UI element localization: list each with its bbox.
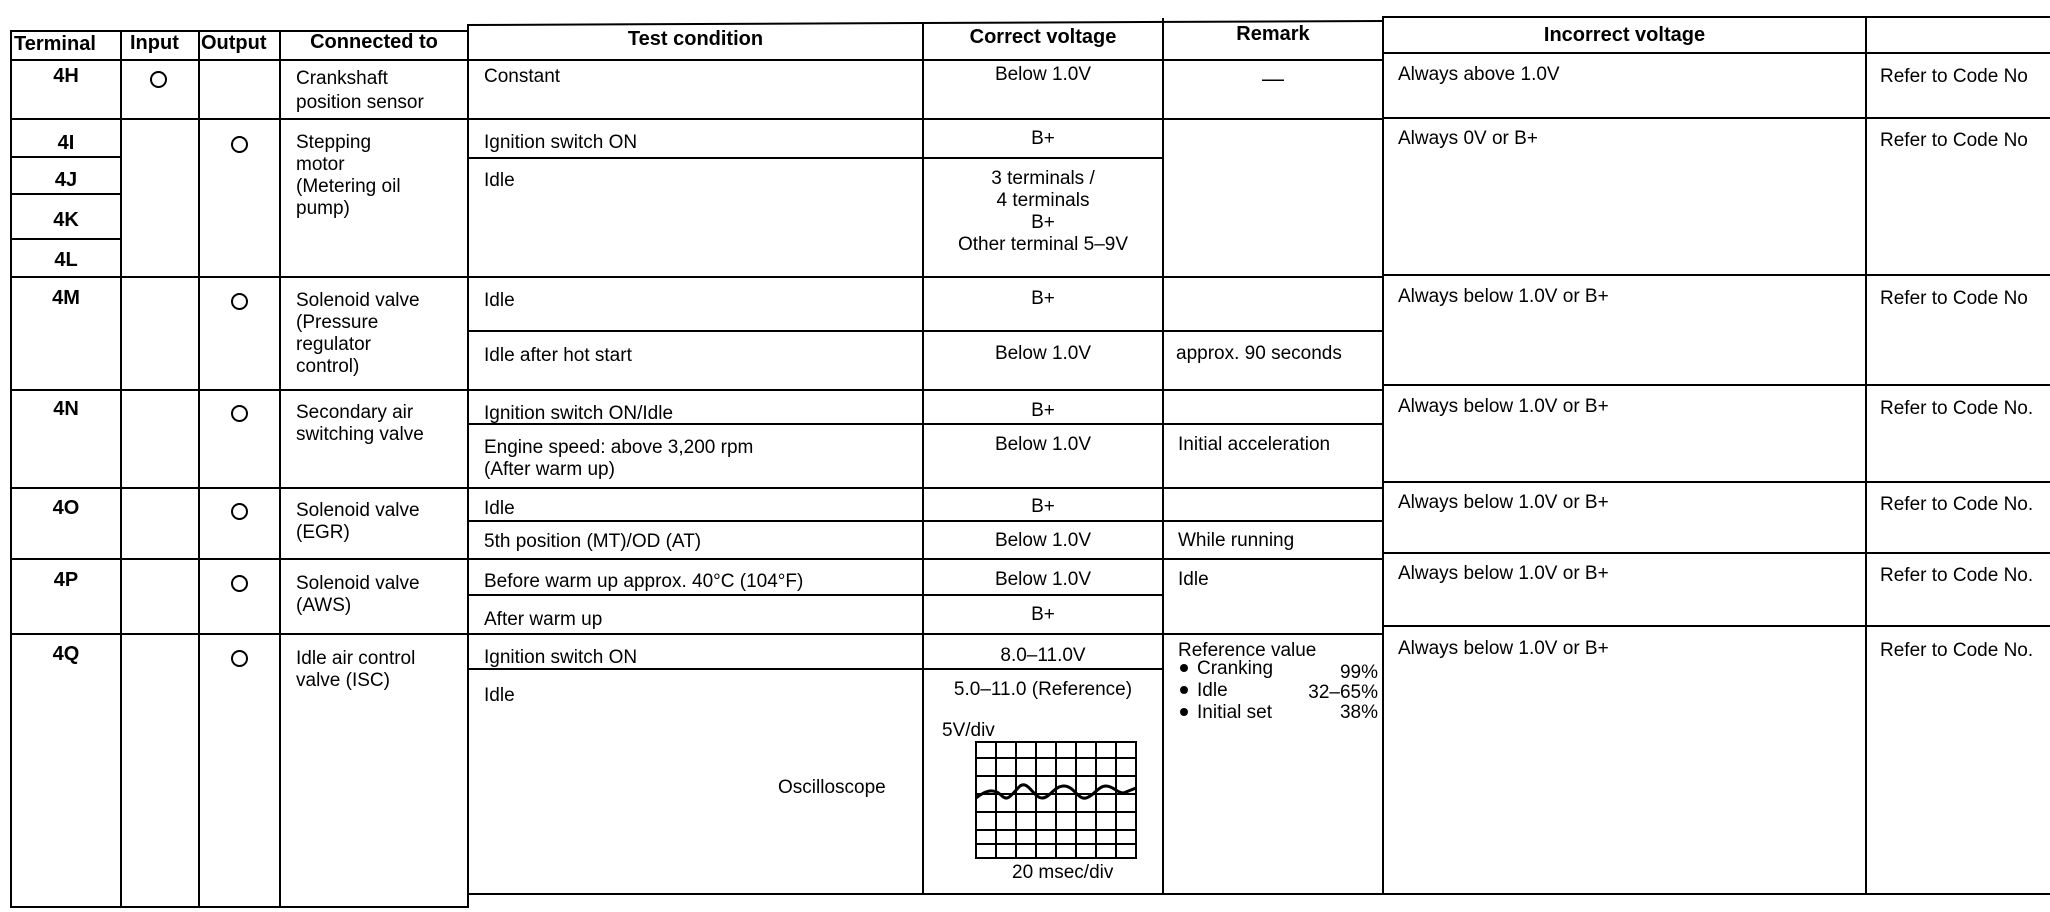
header-remark: Remark: [1236, 23, 1310, 45]
bullet-icon: [1180, 664, 1188, 672]
connected-to-line: position sensor: [296, 92, 424, 113]
correct-voltage: B+: [1031, 212, 1055, 233]
connected-to-line: (AWS): [296, 595, 352, 616]
test-condition: Idle: [484, 290, 515, 311]
terminal-cell: 4Q: [52, 643, 80, 665]
connected-to-line: control): [296, 356, 360, 377]
remark-item-label: Cranking: [1197, 658, 1274, 679]
test-condition: Engine speed: above 3,200 rpm: [484, 437, 754, 458]
connected-to-line: (Pressure: [296, 312, 379, 333]
remark-item-label: Initial set: [1197, 702, 1272, 723]
correct-voltage: B+: [1031, 400, 1055, 421]
output-marker-icon: [231, 650, 248, 667]
remark: Idle: [1178, 569, 1209, 590]
test-condition: (After warm up): [484, 459, 615, 480]
terminal-cell: 4K: [53, 209, 79, 231]
terminal-cell: 4O: [52, 497, 80, 519]
bullet-icon: [1180, 708, 1188, 716]
terminal-cell: 4N: [53, 398, 79, 420]
refer-code: Refer to Code No.: [1880, 565, 2034, 586]
correct-voltage: B+: [1031, 604, 1055, 625]
connected-to-line: motor: [296, 154, 345, 175]
test-condition: Constant: [484, 66, 561, 87]
output-marker-icon: [231, 575, 248, 592]
test-condition: Idle: [484, 170, 515, 191]
test-condition: Ignition switch ON: [484, 132, 638, 153]
correct-voltage: B+: [1031, 128, 1055, 149]
remark-item-label: Idle: [1197, 680, 1228, 701]
incorrect-voltage: Always below 1.0V or B+: [1398, 396, 1609, 417]
terminal-cell: 4I: [57, 132, 75, 154]
remark-item-value: 99%: [1339, 662, 1378, 683]
correct-voltage: B+: [1031, 288, 1055, 309]
correct-voltage: Below 1.0V: [994, 569, 1092, 590]
incorrect-voltage: Always above 1.0V: [1398, 64, 1560, 85]
incorrect-voltage: Always below 1.0V or B+: [1398, 563, 1609, 584]
connected-to-line: Solenoid valve: [296, 500, 420, 521]
input-marker-icon: [150, 71, 167, 88]
oscilloscope-trace-graph: [974, 740, 1138, 860]
terminal-cell: 4L: [54, 249, 78, 271]
header-output: Output: [201, 32, 267, 54]
correct-voltage: 3 terminals /: [991, 168, 1095, 189]
header-connected-to: Connected to: [310, 31, 438, 53]
connected-to-line: Solenoid valve: [296, 290, 420, 311]
connected-to-line: regulator: [296, 334, 371, 355]
header-incorrect-voltage: Incorrect voltage: [1543, 24, 1706, 46]
remark-item-value: 32–65%: [1308, 682, 1378, 703]
connected-to-line: pump): [296, 198, 350, 219]
remark: Initial acceleration: [1178, 434, 1331, 455]
connected-to-line: (EGR): [296, 522, 350, 543]
output-marker-icon: [231, 405, 248, 422]
incorrect-voltage: Always 0V or B+: [1398, 128, 1538, 149]
header-input: Input: [130, 32, 179, 54]
connected-to-line: valve (ISC): [296, 670, 390, 691]
connected-to-line: Secondary air: [296, 402, 414, 423]
remark-item-value: 38%: [1339, 702, 1378, 723]
correct-voltage: 5.0–11.0 (Reference): [953, 679, 1133, 700]
connected-to-line: Idle air control: [296, 648, 416, 669]
connected-to-line: Stepping: [296, 132, 372, 153]
incorrect-voltage: Always below 1.0V or B+: [1398, 286, 1609, 307]
connected-to-line: Crankshaft: [296, 68, 388, 89]
terminal-cell: 4M: [52, 287, 80, 309]
terminal-cell: 4J: [54, 169, 78, 191]
refer-code: Refer to Code No.: [1880, 398, 2034, 419]
header-test-condition: Test condition: [627, 28, 764, 50]
test-condition: Ignition switch ON/Idle: [484, 403, 674, 424]
incorrect-voltage: Always below 1.0V or B+: [1398, 492, 1609, 513]
test-condition: Before warm up approx. 40°C (104°F): [484, 571, 804, 592]
test-condition: 5th position (MT)/OD (AT): [484, 531, 702, 552]
remark: —: [1262, 66, 1284, 91]
test-condition: After warm up: [484, 609, 603, 630]
correct-voltage: Below 1.0V: [994, 343, 1092, 364]
output-marker-icon: [231, 293, 248, 310]
test-condition: Idle: [484, 498, 515, 519]
test-condition: Ignition switch ON: [484, 647, 638, 668]
terminal-cell: 4H: [53, 65, 79, 87]
oscilloscope-label: Oscilloscope: [778, 777, 886, 798]
correct-voltage: Below 1.0V: [994, 434, 1092, 455]
scope-time-per-div: 20 msec/div: [1012, 862, 1114, 883]
remark-title: Reference value: [1178, 640, 1317, 661]
refer-code: Refer to Code No.: [1880, 640, 2034, 661]
refer-code: Refer to Code No: [1880, 288, 2028, 309]
refer-code: Refer to Code No.: [1880, 494, 2034, 515]
correct-voltage: 4 terminals: [996, 190, 1090, 211]
correct-voltage: Other terminal 5–9V: [957, 234, 1129, 255]
remark: approx. 90 seconds: [1176, 343, 1342, 364]
correct-voltage: B+: [1031, 496, 1055, 517]
header-correct-voltage: Correct voltage: [969, 26, 1117, 48]
connected-to-line: Solenoid valve: [296, 573, 420, 594]
correct-voltage: Below 1.0V: [994, 530, 1092, 551]
header-terminal: Terminal: [14, 33, 96, 55]
refer-code: Refer to Code No: [1880, 66, 2028, 87]
output-marker-icon: [231, 136, 248, 153]
remark: While running: [1178, 530, 1295, 551]
test-condition: Idle after hot start: [484, 345, 632, 366]
output-marker-icon: [231, 503, 248, 520]
connected-to-line: switching valve: [296, 424, 424, 445]
terminal-cell: 4P: [53, 569, 79, 591]
correct-voltage: 8.0–11.0V: [1000, 645, 1086, 666]
bullet-icon: [1180, 686, 1188, 694]
correct-voltage: Below 1.0V: [994, 64, 1092, 85]
test-condition: Idle: [484, 685, 515, 706]
scope-volts-per-div: 5V/div: [942, 720, 995, 741]
incorrect-voltage: Always below 1.0V or B+: [1398, 638, 1609, 659]
connected-to-line: (Metering oil: [296, 176, 401, 197]
refer-code: Refer to Code No: [1880, 130, 2028, 151]
